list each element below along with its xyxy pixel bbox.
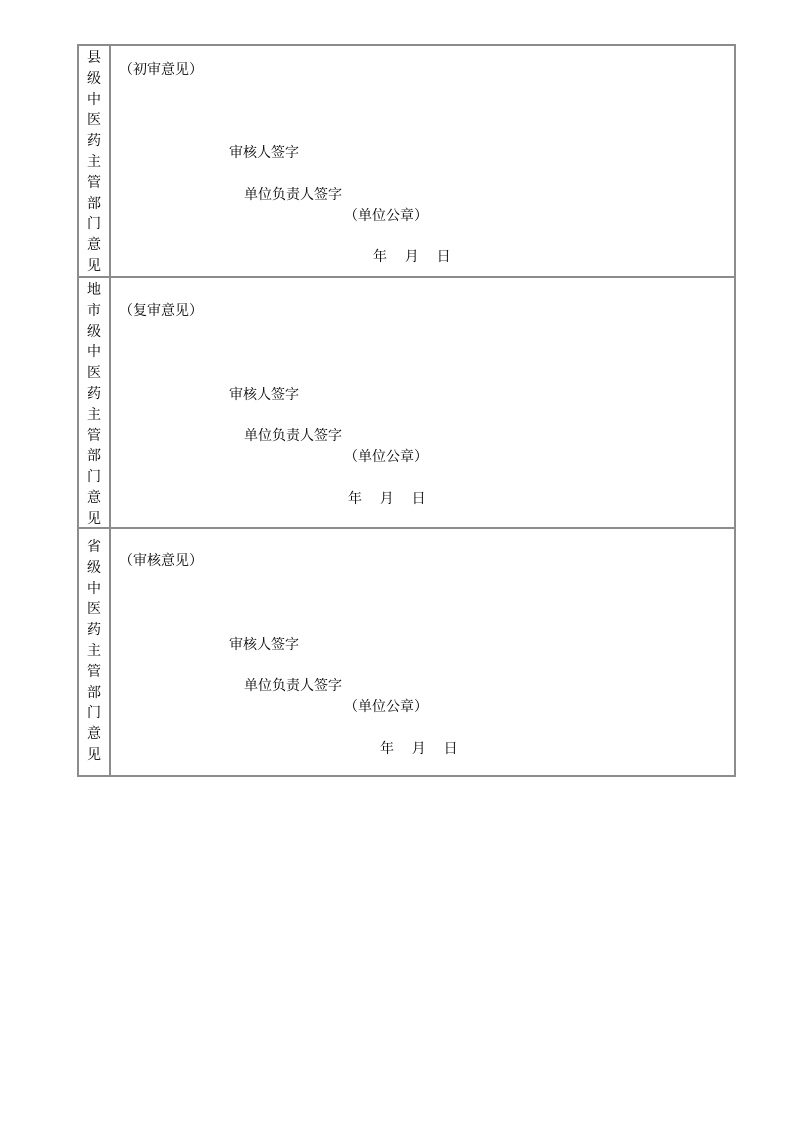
- opinion-title: （初审意见）: [119, 62, 203, 78]
- label-char: 省: [87, 539, 101, 555]
- label-char: 见: [87, 510, 101, 527]
- label-char: 级: [87, 323, 101, 340]
- label-char: 门: [87, 216, 101, 233]
- leader-signature-label: 单位负责人签字: [244, 428, 342, 444]
- label-char: 县: [87, 50, 101, 66]
- label-char: 中: [87, 580, 101, 597]
- unit-seal-label: （单位公章）: [344, 449, 428, 465]
- city-label-cell: [79, 278, 111, 527]
- unit-seal-label: （单位公章）: [344, 208, 428, 224]
- county-label-cell: [79, 46, 111, 276]
- label-char: 中: [87, 91, 101, 108]
- opinion-title: （复审意见）: [119, 303, 203, 319]
- reviewer-signature-label: 审核人签字: [229, 145, 299, 161]
- unit-seal-label: （单位公章）: [344, 699, 428, 715]
- opinion-title: （审核意见）: [119, 553, 203, 569]
- label-char: 门: [87, 705, 101, 722]
- leader-signature-label: 单位负责人签字: [244, 187, 342, 203]
- label-char: 见: [87, 257, 101, 274]
- label-char: 药: [87, 133, 101, 150]
- leader-signature-label: 单位负责人签字: [244, 678, 342, 694]
- reviewer-signature-label: 审核人签字: [229, 387, 299, 403]
- label-char: 级: [87, 70, 101, 87]
- approval-form-table: [77, 44, 736, 777]
- label-char: 级: [87, 559, 101, 576]
- label-char: 药: [87, 385, 101, 402]
- label-char: 管: [87, 663, 101, 680]
- label-char: 管: [87, 427, 101, 444]
- label-char: 市: [87, 302, 101, 319]
- label-char: 部: [87, 684, 101, 701]
- province-opinion-row: [79, 527, 734, 775]
- label-char: 地: [87, 282, 101, 298]
- label-char: 部: [87, 448, 101, 465]
- date-label: 年 月 日: [380, 741, 458, 757]
- label-char: 主: [87, 406, 101, 423]
- label-char: 部: [87, 195, 101, 212]
- province-label-cell: [79, 529, 111, 775]
- date-label: 年 月 日: [348, 491, 426, 507]
- city-opinion-cell[interactable]: [111, 278, 734, 527]
- label-char: 意: [87, 726, 101, 743]
- label-char: 中: [87, 344, 101, 361]
- label-char: 意: [87, 489, 101, 506]
- label-char: 见: [87, 746, 101, 763]
- label-char: 意: [87, 237, 101, 254]
- date-label: 年 月 日: [373, 249, 451, 265]
- county-opinion-cell[interactable]: [111, 46, 734, 276]
- county-opinion-row: [79, 46, 734, 276]
- label-char: 门: [87, 469, 101, 486]
- label-char: 药: [87, 622, 101, 639]
- label-char: 医: [87, 365, 101, 382]
- label-char: 医: [87, 601, 101, 618]
- city-opinion-row: [79, 276, 734, 527]
- label-char: 主: [87, 642, 101, 659]
- label-char: 主: [87, 153, 101, 170]
- province-opinion-cell[interactable]: [111, 529, 734, 775]
- reviewer-signature-label: 审核人签字: [229, 637, 299, 653]
- label-char: 医: [87, 112, 101, 129]
- label-char: 管: [87, 174, 101, 191]
